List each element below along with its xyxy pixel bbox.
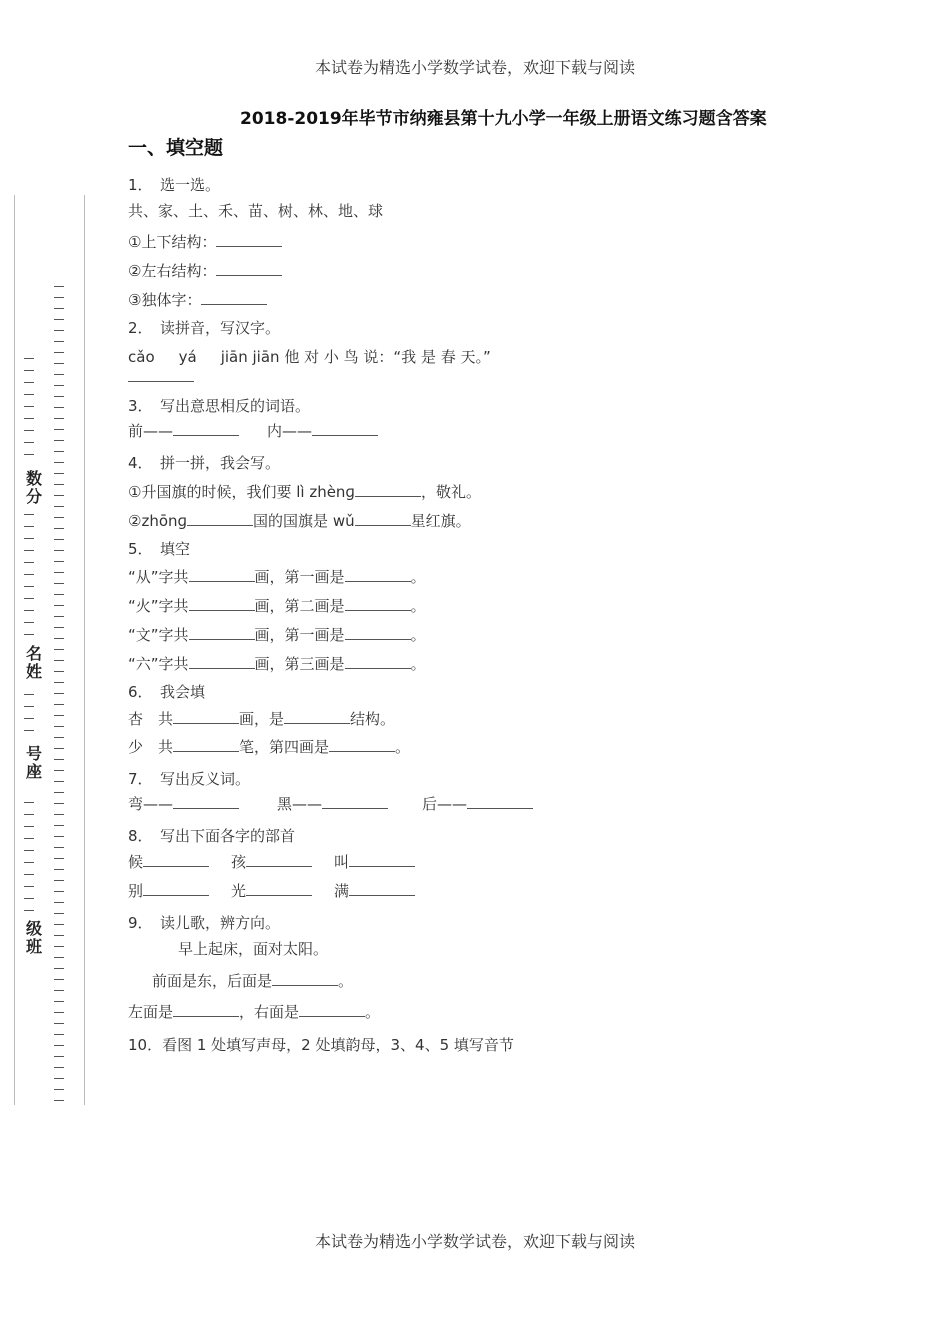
margin-dash: [24, 706, 34, 707]
answer-blank[interactable]: [284, 710, 350, 724]
answer-blank[interactable]: [173, 710, 239, 724]
q3-label-a: 前——: [128, 422, 174, 440]
q5-mid-text: 画，第一画是: [254, 626, 345, 644]
margin-dash: [54, 1045, 64, 1046]
q6-text-b1: 少 共: [128, 738, 174, 756]
answer-blank[interactable]: [143, 882, 209, 896]
margin-dash: [24, 622, 34, 623]
q8-char: 孩: [231, 853, 247, 871]
margin-dash: [54, 1012, 64, 1013]
margin-dash: [54, 627, 64, 628]
margin-dash: [54, 638, 64, 639]
margin-dash: [24, 826, 34, 827]
q5-char-text: “文”字共: [128, 626, 189, 644]
margin-dash: [54, 473, 64, 474]
margin-dash: [54, 352, 64, 353]
margin-dash: [54, 528, 64, 529]
margin-dash: [54, 605, 64, 606]
margin-label-score: 数分: [25, 469, 42, 506]
margin-dash: [54, 737, 64, 738]
q9-text-l2b: 。: [338, 972, 354, 990]
q5-end-text: 。: [410, 568, 426, 586]
margin-dash: [54, 330, 64, 331]
margin-dash: [54, 495, 64, 496]
q2-answer-line: [128, 368, 194, 386]
margin-dash: [24, 610, 34, 611]
margin-dash: [24, 898, 34, 899]
q1-line-a: [128, 231, 282, 252]
answer-blank[interactable]: [349, 853, 415, 867]
q8-char: 满: [334, 882, 350, 900]
q5-mid-text: 画，第三画是: [254, 655, 345, 673]
q4-text-b1: ②zhōnɡ: [128, 512, 188, 530]
margin-dash: [24, 394, 34, 395]
margin-dash: [54, 913, 64, 914]
q6-text-a3: 结构。: [350, 710, 396, 728]
pinyin-cao: cǎo: [128, 348, 155, 366]
margin-dash: [24, 850, 34, 851]
margin-dash: [54, 462, 64, 463]
q7-label-a: 弯——: [128, 795, 174, 813]
answer-blank[interactable]: [345, 655, 411, 669]
margin-dash: [54, 407, 64, 408]
q5-row: [128, 624, 426, 645]
q4-text-b3: 星红旗。: [410, 512, 471, 530]
margin-dash: [24, 886, 34, 887]
margin-dash: [54, 847, 64, 848]
margin-dash: [54, 693, 64, 694]
q1-label-c: ③独体字：: [128, 291, 202, 309]
q2-heading: 2． 读拼音，写汉字。: [128, 319, 281, 337]
page-header: 本试卷为精选小学数学试卷，欢迎下载与阅读: [314, 58, 635, 77]
margin-dash: [54, 1056, 64, 1057]
margin-dash: [54, 671, 64, 672]
margin-dash: [24, 382, 34, 383]
margin-dash: [54, 924, 64, 925]
answer-blank[interactable]: [201, 291, 267, 305]
margin-dash: [54, 1078, 64, 1079]
answer-blank[interactable]: [173, 1003, 239, 1017]
margin-dash: [54, 550, 64, 551]
answer-blank[interactable]: [173, 738, 239, 752]
q4-line-a: [128, 481, 481, 502]
margin-dash: [54, 418, 64, 419]
pinyin-jian: jiān jiān: [220, 348, 280, 366]
q9-line-3: [128, 1001, 380, 1022]
margin-dash: [54, 957, 64, 958]
q8-heading: 8． 写出下面各字的部首: [128, 827, 296, 845]
q4-heading: 4． 拼一拼，我会写。: [128, 454, 281, 472]
q4-text-a2: ，敬礼。: [420, 483, 481, 501]
margin-dash: [54, 561, 64, 562]
q5-char-text: “六”字共: [128, 655, 189, 673]
answer-blank[interactable]: [128, 368, 194, 382]
margin-dash: [54, 572, 64, 573]
margin-dash: [54, 1023, 64, 1024]
margin-dash: [54, 891, 64, 892]
margin-dash: [54, 506, 64, 507]
answer-blank[interactable]: [173, 795, 239, 809]
q2-sentence-text: 他 对 小 鸟 说：“我 是 春 天。”: [284, 348, 491, 366]
q7-label-c: 后——: [422, 795, 468, 813]
margin-dash: [54, 770, 64, 771]
margin-dash: [24, 562, 34, 563]
answer-blank[interactable]: [299, 1003, 365, 1017]
section-title: 一、填空题: [128, 137, 224, 159]
q9-text-l3b: ，右面是: [239, 1003, 300, 1021]
q5-end-text: 。: [410, 626, 426, 644]
margin-dash: [24, 874, 34, 875]
margin-dash: [54, 1034, 64, 1035]
margin-dash: [24, 514, 34, 515]
margin-dash: [54, 946, 64, 947]
q5-end-text: 。: [410, 597, 426, 615]
answer-blank[interactable]: [189, 568, 255, 582]
margin-dash: [54, 319, 64, 320]
q8-row-1: [128, 851, 415, 872]
margin-dash: [24, 418, 34, 419]
answer-blank[interactable]: [272, 972, 338, 986]
margin-dash: [24, 838, 34, 839]
q5-mid-text: 画，第二画是: [254, 597, 345, 615]
margin-dash: [54, 726, 64, 727]
q3-line: [128, 420, 378, 441]
margin-dash: [24, 574, 34, 575]
answer-blank[interactable]: [467, 795, 533, 809]
margin-dash: [54, 539, 64, 540]
margin-dash: [54, 649, 64, 650]
margin-dash: [54, 1067, 64, 1068]
q5-end-text: 。: [410, 655, 426, 673]
q6-heading: 6． 我会填: [128, 683, 206, 701]
margin-dash: [54, 704, 64, 705]
q6-text-a1: 杏 共: [128, 710, 174, 728]
margin-dash: [54, 1100, 64, 1101]
margin-dash: [24, 910, 34, 911]
q6-line-a: [128, 708, 395, 729]
margin-dash: [24, 634, 34, 635]
q9-line-1: 早上起床，面对太阳。: [178, 940, 329, 958]
answer-blank[interactable]: [143, 853, 209, 867]
margin-dash: [24, 598, 34, 599]
margin-dash: [24, 694, 34, 695]
q9-heading: 9． 读儿歌，辨方向。: [128, 914, 281, 932]
margin-label-seat: 号座: [25, 744, 42, 781]
margin-dash: [54, 297, 64, 298]
q5-row: [128, 566, 426, 587]
pinyin-ya: yá: [178, 348, 197, 366]
q5-row: [128, 595, 426, 616]
margin-label-name: 名姓: [25, 644, 42, 681]
q6-text-a2: 画，是: [239, 710, 285, 728]
margin-dash: [54, 1089, 64, 1090]
q5-heading: 5． 填空: [128, 540, 191, 558]
answer-blank[interactable]: [329, 738, 395, 752]
exam-title: 2018-2019年毕节市纳雍县第十九小学一年级上册语文练习题含答案: [240, 109, 767, 129]
q5-row: [128, 653, 426, 674]
q6-text-b2: 笔，第四画是: [239, 738, 330, 756]
q10-heading: 10．看图 1 处填写声母，2 处填韵母，3、4、5 填写音节: [128, 1036, 514, 1054]
margin-dash: [54, 429, 64, 430]
margin-dash: [24, 358, 34, 359]
q6-line-b: [128, 736, 410, 757]
q1-heading: 1． 选一选。: [128, 176, 221, 194]
q9-text-l3c: 。: [365, 1003, 381, 1021]
margin-dash: [24, 718, 34, 719]
q4-line-b: [128, 510, 471, 531]
answer-blank[interactable]: [345, 626, 411, 640]
margin-label-class: 级班: [25, 919, 42, 956]
margin-dash: [54, 1001, 64, 1002]
answer-blank[interactable]: [322, 795, 388, 809]
answer-blank[interactable]: [216, 233, 282, 247]
margin-dash: [54, 836, 64, 837]
margin-dash: [54, 814, 64, 815]
answer-blank[interactable]: [349, 882, 415, 896]
margin-dash: [54, 341, 64, 342]
q8-char: 候: [128, 853, 144, 871]
margin-dash: [54, 374, 64, 375]
margin-dash: [54, 286, 64, 287]
margin-dash: [24, 550, 34, 551]
q1-label-b: ②左右结构：: [128, 262, 217, 280]
margin-dash: [54, 902, 64, 903]
margin-dash: [54, 825, 64, 826]
answer-blank[interactable]: [173, 422, 239, 436]
answer-blank[interactable]: [189, 626, 255, 640]
answer-blank[interactable]: [189, 597, 255, 611]
answer-blank[interactable]: [355, 483, 421, 497]
q5-char-text: “火”字共: [128, 597, 189, 615]
margin-dash: [54, 682, 64, 683]
q3-label-b: 内——: [267, 422, 313, 440]
margin-dash: [54, 979, 64, 980]
margin-dash: [54, 660, 64, 661]
answer-blank[interactable]: [189, 655, 255, 669]
q1-characters: 共、家、土、禾、苗、树、林、地、球: [128, 202, 384, 220]
answer-blank[interactable]: [216, 262, 282, 276]
margin-dash: [54, 616, 64, 617]
margin-dash: [54, 803, 64, 804]
margin-dash: [24, 862, 34, 863]
q1-line-c: [128, 289, 267, 310]
margin-dash: [54, 308, 64, 309]
margin-dash: [24, 526, 34, 527]
q7-heading: 7． 写出反义词。: [128, 770, 251, 788]
answer-blank[interactable]: [246, 853, 312, 867]
answer-blank[interactable]: [187, 512, 253, 526]
margin-dash: [24, 730, 34, 731]
q2-sentence: [128, 346, 491, 367]
margin-dash: [54, 935, 64, 936]
margin-dash: [54, 869, 64, 870]
margin-dash: [54, 748, 64, 749]
margin-line-left: [14, 195, 15, 1105]
q1-label-a: ①上下结构：: [128, 233, 217, 251]
q9-line-2: [152, 970, 353, 991]
margin-dash: [54, 440, 64, 441]
q5-char-text: “从”字共: [128, 568, 189, 586]
q6-text-b3: 。: [395, 738, 411, 756]
margin-dash: [24, 406, 34, 407]
q8-row-2: [128, 880, 415, 901]
margin-dash: [24, 586, 34, 587]
margin-dash: [54, 517, 64, 518]
answer-blank[interactable]: [345, 568, 411, 582]
margin-dash: [24, 370, 34, 371]
margin-dash: [54, 781, 64, 782]
margin-dash: [54, 385, 64, 386]
margin-dash: [24, 538, 34, 539]
margin-dash: [54, 594, 64, 595]
page-footer: 本试卷为精选小学数学试卷，欢迎下载与阅读: [314, 1232, 635, 1251]
q8-char: 光: [231, 882, 247, 900]
margin-dash: [54, 451, 64, 452]
q1-line-b: [128, 260, 282, 281]
margin-dash: [24, 814, 34, 815]
q8-char: 叫: [334, 853, 350, 871]
margin-dash: [54, 363, 64, 364]
answer-blank[interactable]: [355, 512, 411, 526]
answer-blank[interactable]: [345, 597, 411, 611]
margin-dash: [54, 396, 64, 397]
margin-dash: [54, 968, 64, 969]
q5-mid-text: 画，第一画是: [254, 568, 345, 586]
q3-heading: 3． 写出意思相反的词语。: [128, 397, 311, 415]
q4-text-a1: ①升国旗的时候，我们要 lì zhènɡ: [128, 483, 355, 501]
margin-dash: [54, 792, 64, 793]
margin-line-right: [84, 195, 85, 1105]
margin-dash: [54, 990, 64, 991]
margin-dash: [54, 583, 64, 584]
margin-dash: [24, 454, 34, 455]
answer-blank[interactable]: [312, 422, 378, 436]
margin-dash: [54, 484, 64, 485]
q9-text-l3a: 左面是: [128, 1003, 174, 1021]
q4-text-b2: 国的国旗是 wǔ: [253, 512, 355, 530]
margin-dash: [24, 442, 34, 443]
q7-line: [128, 793, 533, 814]
q8-char: 别: [128, 882, 144, 900]
margin-dash: [54, 715, 64, 716]
margin-dash: [54, 759, 64, 760]
q7-label-b: 黑——: [277, 795, 323, 813]
margin-dash: [24, 802, 34, 803]
margin-dash: [54, 858, 64, 859]
answer-blank[interactable]: [246, 882, 312, 896]
margin-dash: [54, 880, 64, 881]
q9-text-l2a: 前面是东，后面是: [152, 972, 273, 990]
margin-dash: [24, 430, 34, 431]
